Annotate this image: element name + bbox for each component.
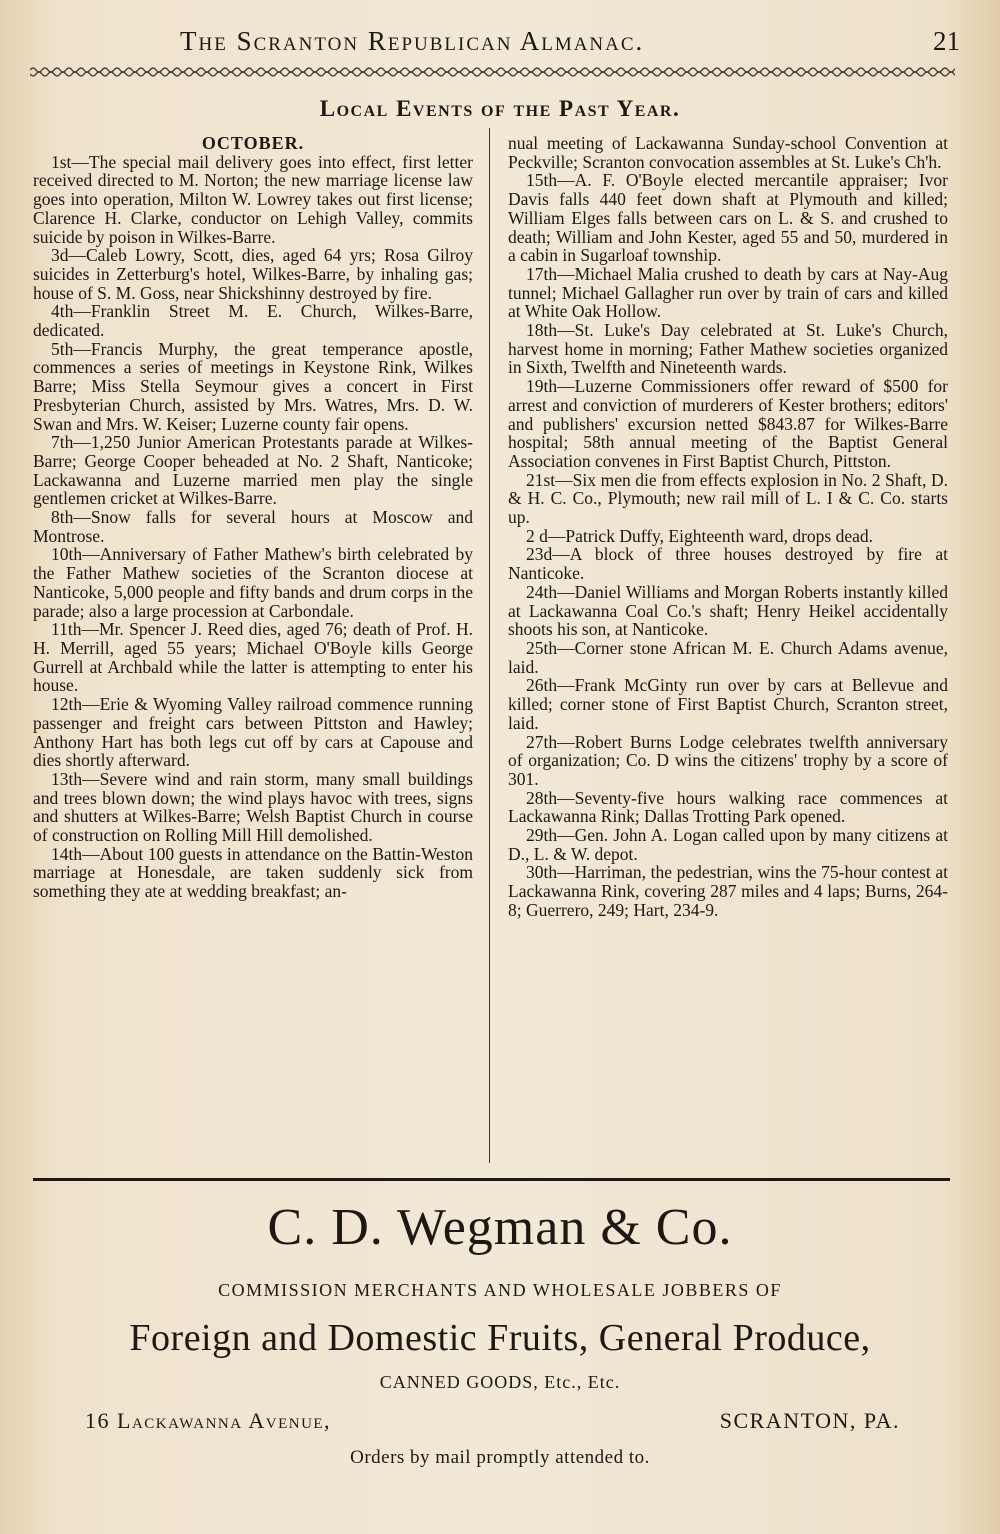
month-heading: OCTOBER. (201, 133, 305, 153)
ad-city: SCRANTON, PA. (719, 1408, 900, 1433)
ad-canned-goods: CANNED GOODS, Etc., Etc. (379, 1372, 621, 1392)
ad-subtitle: COMMISSION MERCHANTS AND WHOLESALE JOBBERS OF (218, 1280, 782, 1300)
event-entry: 24th—Daniel Williams and Morgan Roberts instantly killed at Lackawanna Coal Co.'s shaft; Henry Heikel accidentally shoots his son, at Nanticoke. (508, 581, 948, 640)
event-entry: 7th—1,250 Junior American Protestants parade at Wilkes-Barre; George Cooper beheaded at No. 2 Shaft, Nanticoke; Lackawanna and Luzerne married men play the single gentlemen cricket at Wilkes-Barre. (33, 432, 473, 509)
event-entry: 29th—Gen. John A. Logan called upon by many citizens at D., L. & W. depot. (508, 825, 948, 864)
advertisement-divider (33, 1178, 950, 1181)
event-entry: 5th—Francis Murphy, the great temperance apostle, commences a series of meetings in Keystone Rink, Wilkes Barre; Miss Stella Seymour gives a concert in First Presbyterian Church, assisted by Mrs. Watres, Mrs. D. W. Swan and Mrs. W. Keiser; Luzerne county fair opens. (33, 338, 473, 434)
event-entry: 14th—About 100 guests in attendance on the Battin-Weston marriage at Honesdale, are taken suddenly sick from something they ate at wedding breakfast; an- (33, 843, 473, 902)
event-entry: 23d—A block of three houses destroyed by fire at Nanticoke. (508, 544, 948, 584)
event-entry: 10th—Anniversary of Father Mathew's birth celebrated by the Father Mathew societies of the Scranton diocese at Nanticoke, 5,000 people and fifty bands and drum corps in the parade; also a large procession at Carbondale. (33, 544, 473, 621)
event-entry: 2 d—Patrick Duffy, Eighteenth ward, drops dead. (526, 525, 874, 546)
event-entry: 13th—Severe wind and rain storm, many small buildings and trees blown down; the wind plays havoc with trees, signs and shutters at Wilkes-Barre; Welsh Baptist Church in course of construction on Rolling Mill Hill demolished. (33, 768, 473, 846)
event-entry: 1st—The special mail delivery goes into effect, first letter received directed to M. Norton; the new marriage license law goes into operation, Milton W. Lowrey takes out first license; Clarence H. Clarke, conductor on Lehigh Valley, commits suicide by poison in Wilkes-Barre. (33, 151, 473, 247)
decorative-wavy-rule (30, 64, 955, 80)
ad-mail-note: Orders by mail promptly attended to. (350, 1447, 650, 1468)
section-title: Local Events of the Past Year. (319, 96, 681, 121)
event-entry: 11th—Mr. Spencer J. Reed dies, aged 76; death of Prof. H. H. Merrill, aged 55 years; Michael O'Boyle kills George Gurrell at Archbald while the latter is attempting to enter his house. (33, 619, 473, 696)
column-divider (489, 128, 490, 1163)
event-entry: 21st—Six men die from effects explosion in No. 2 Shaft, D. & H. C. Co., Plymouth; new rail mill of L. I & C. Co. starts up. (508, 469, 948, 528)
ad-street-address: 16 Lackawanna Avenue, (85, 1408, 332, 1433)
ad-company-name: C. D. Wegman & Co. (267, 1199, 733, 1256)
event-entry: 26th—Frank McGinty run over by cars at Bellevue and killed; corner stone of First Baptist Church, Scranton street, laid. (508, 675, 948, 733)
left-entries (33, 153, 473, 901)
left-column (33, 134, 473, 901)
continued-entry: nual meeting of Lackawanna Sunday-school Convention at Peckville; Scranton convocation assembles at St. Luke's Ch'h. (508, 133, 948, 172)
event-entry: 17th—Michael Malia crushed to death by cars at Nay-Aug tunnel; Michael Gallagher run over by train of cars and killed at White Oak Hollow. (508, 263, 948, 322)
event-entry: 15th—A. F. O'Boyle elected mercantile appraiser; Ivor Davis falls 440 feet down shaft at Plymouth and killed; William Elges falls between cars on L. & S. and crushed to death; William and John Kester, aged 55 and 50, murdered in a cabin in Sugarloaf township. (508, 170, 948, 266)
event-entry: 30th—Harriman, the pedestrian, wins the 75-hour contest at Lackawanna Rink, covering 287 miles and 4 laps; Burns, 264-8; Guerrero, 249; Hart, 234-9. (508, 862, 948, 920)
event-entry: 18th—St. Luke's Day celebrated at St. Luke's Church, harvest home in morning; Father Mathew societies organized in Sixth, Twelfth and Nineteenth wards. (508, 320, 948, 378)
event-entry: 3d—Caleb Lowry, Scott, dies, aged 64 yrs; Rosa Gilroy suicides in Zetterburg's hotel, Wilkes-Barre, by inhaling gas; house of S. M. Goss, near Shickshinny destroyed by fire. (33, 245, 473, 303)
right-entries (508, 171, 948, 919)
ad-products: Foreign and Domestic Fruits, General Produce, (129, 1317, 871, 1359)
event-entry: 8th—Snow falls for several hours at Moscow and Montrose. (33, 507, 473, 546)
page-number: 21 (933, 26, 960, 56)
event-entry: 12th—Erie & Wyoming Valley railroad commence running passenger and freight cars between Pittston and Hawley; Anthony Hart has both legs cut off by cars at Capouse and dies shortly afterward. (33, 694, 473, 771)
event-entry: 25th—Corner stone African M. E. Church Adams avenue, laid. (508, 637, 948, 677)
event-entry: 19th—Luzerne Commissioners offer reward of $500 for arrest and conviction of murderers of Kester brothers; editors' and publishers' excursion netted $843.87 for Wilkes-Barre hospital; 58th annual meeting of the Baptist General Association convenes in First Baptist Church, Pittston. (508, 376, 948, 471)
event-entry: 28th—Seventy-five hours walking race commences at Lackawanna Rink; Dallas Trotting Park opened. (508, 787, 948, 827)
event-entry: 27th—Robert Burns Lodge celebrates twelfth anniversary of organization; Co. D wins the citizens' trophy by a score of 301. (508, 731, 948, 789)
event-entry: 4th—Franklin Street M. E. Church, Wilkes-Barre, dedicated. (33, 301, 473, 341)
right-column (508, 134, 948, 920)
running-title: The Scranton Republican Almanac. (180, 26, 645, 56)
